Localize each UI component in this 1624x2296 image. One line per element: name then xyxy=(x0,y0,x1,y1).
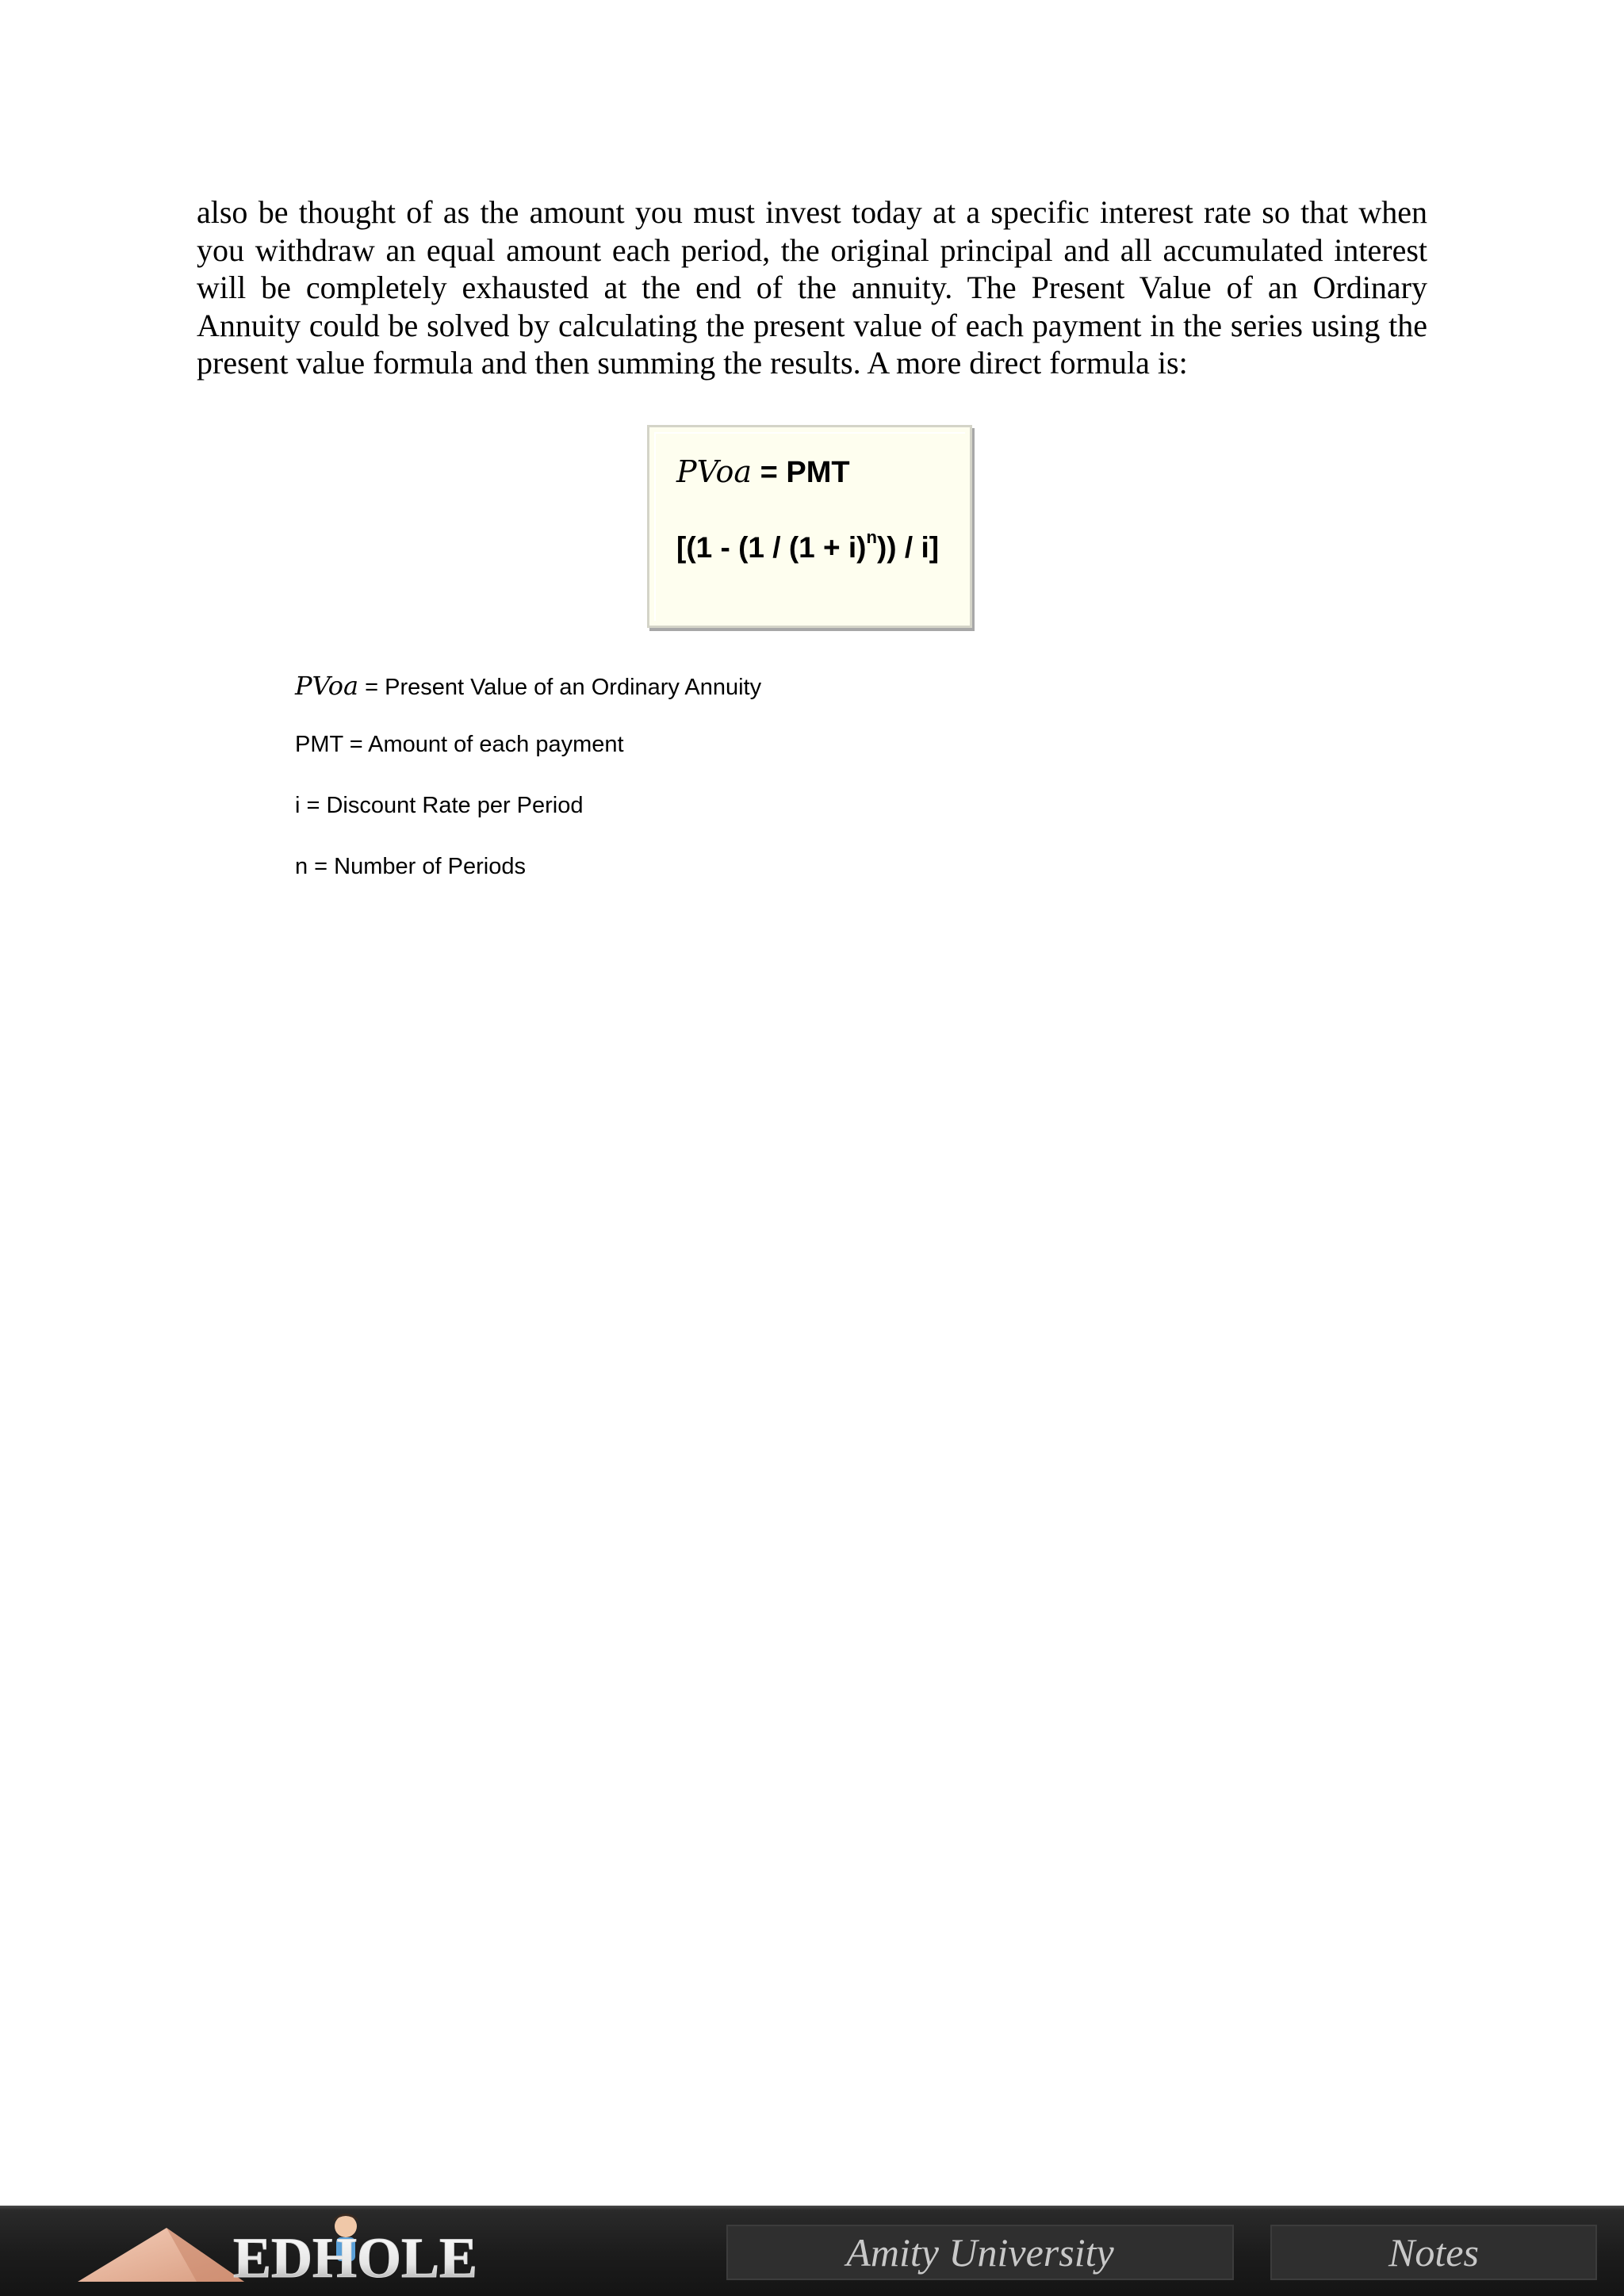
formula-exponent: n xyxy=(866,527,877,547)
definitions-list xyxy=(295,671,761,915)
footer-panel-amity-label: Amity University xyxy=(846,2230,1114,2275)
formula-line2-suffix: )) / i] xyxy=(876,531,940,564)
edhole-logo xyxy=(78,2209,601,2293)
definition-pvoa-text: = Present Value of an Ordinary Annuity xyxy=(358,675,762,700)
logo-wordmark: EDHOLE xyxy=(233,2226,478,2290)
definition-n: n = Number of Periods xyxy=(295,854,526,879)
formula-line-2 xyxy=(676,527,939,564)
pyramid-logo-icon xyxy=(78,2228,244,2282)
formula-line2-prefix: [(1 - (1 / (1 + i) xyxy=(676,531,867,564)
formula-box xyxy=(647,425,972,628)
definition-pvoa xyxy=(295,671,761,732)
definition-i: i = Discount Rate per Period xyxy=(295,793,584,818)
body-paragraph: also be thought of as the amount you must invest today at a specific interest rate so that when you withdraw an equal amount each period, the original principal and all accumulated interest will be completely exhausted at the end of the annuity. The Present Value of an Ordinary Annuity could be solved by calculating the present value of each payment in the series using the present value formula and then summing the results. A more direct formula is: xyxy=(197,194,1427,381)
formula-pvoa-var: PVoa xyxy=(676,454,753,489)
formula-equals-pmt: = PMT xyxy=(752,456,850,489)
formula-line-1 xyxy=(676,454,850,490)
footer-banner xyxy=(0,2206,1624,2296)
definition-pmt: PMT = Amount of each payment xyxy=(295,732,624,757)
footer-panel-notes xyxy=(1270,2225,1597,2280)
footer-panel-amity xyxy=(726,2225,1234,2280)
definition-pvoa-var: PVoa xyxy=(295,671,359,701)
footer-panel-notes-label: Notes xyxy=(1388,2230,1479,2275)
